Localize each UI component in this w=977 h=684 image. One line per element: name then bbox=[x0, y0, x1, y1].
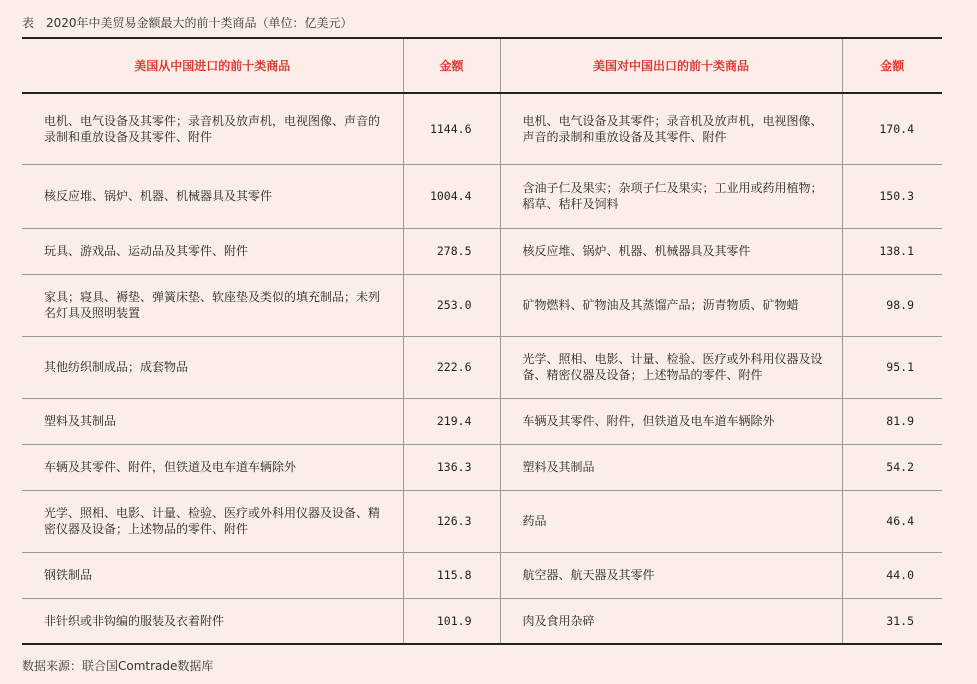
table-row bbox=[22, 552, 942, 598]
import-value-cell: 222.6 bbox=[403, 336, 500, 398]
export-value-cell: 150.3 bbox=[842, 164, 942, 228]
export-value-cell: 46.4 bbox=[842, 490, 942, 552]
caption-prefix: 表 bbox=[22, 16, 35, 30]
import-item-cell: 其他纺织制成品；成套物品 bbox=[22, 336, 403, 398]
export-value-cell: 44.0 bbox=[842, 552, 942, 598]
import-value-cell: 1144.6 bbox=[403, 93, 500, 164]
table-row bbox=[22, 93, 942, 164]
import-value-cell: 219.4 bbox=[403, 398, 500, 444]
export-value-cell: 81.9 bbox=[842, 398, 942, 444]
table-row bbox=[22, 274, 942, 336]
table-caption bbox=[22, 14, 353, 31]
caption-title: 2020年中美贸易金额最大的前十类商品（单位：亿美元） bbox=[46, 16, 353, 30]
import-item-cell: 核反应堆、锅炉、机器、机械器具及其零件 bbox=[22, 164, 403, 228]
import-value-cell: 1004.4 bbox=[403, 164, 500, 228]
header-export-amount: 金额 bbox=[842, 38, 942, 93]
table-row bbox=[22, 336, 942, 398]
table-row bbox=[22, 398, 942, 444]
export-value-cell: 98.9 bbox=[842, 274, 942, 336]
table-row bbox=[22, 444, 942, 490]
import-item-cell: 光学、照相、电影、计量、检验、医疗或外科用仪器及设备、精密仪器及设备；上述物品的零件、附件 bbox=[22, 490, 403, 552]
import-item-cell: 车辆及其零件、附件，但铁道及电车道车辆除外 bbox=[22, 444, 403, 490]
import-item-cell: 塑料及其制品 bbox=[22, 398, 403, 444]
import-item-cell: 玩具、游戏品、运动品及其零件、附件 bbox=[22, 228, 403, 274]
import-item-cell: 非针织或非钩编的服装及衣着附件 bbox=[22, 598, 403, 644]
export-item-cell: 光学、照相、电影、计量、检验、医疗或外科用仪器及设备、精密仪器及设备；上述物品的零件、附件 bbox=[500, 336, 842, 398]
export-value-cell: 138.1 bbox=[842, 228, 942, 274]
export-item-cell: 电机、电气设备及其零件；录音机及放声机，电视图像、声音的录制和重放设备及其零件、附件 bbox=[500, 93, 842, 164]
table-row bbox=[22, 164, 942, 228]
export-value-cell: 54.2 bbox=[842, 444, 942, 490]
export-item-cell: 矿物燃料、矿物油及其蒸馏产品；沥青物质、矿物蜡 bbox=[500, 274, 842, 336]
export-item-cell: 航空器、航天器及其零件 bbox=[500, 552, 842, 598]
trade-table bbox=[22, 37, 942, 645]
import-item-cell: 钢铁制品 bbox=[22, 552, 403, 598]
data-source-note: 数据来源：联合国Comtrade数据库 bbox=[22, 659, 214, 673]
import-value-cell: 126.3 bbox=[403, 490, 500, 552]
export-value-cell: 95.1 bbox=[842, 336, 942, 398]
import-item-cell: 电机、电气设备及其零件；录音机及放声机，电视图像、声音的录制和重放设备及其零件、附件 bbox=[22, 93, 403, 164]
header-row bbox=[22, 38, 942, 93]
table-row bbox=[22, 228, 942, 274]
import-value-cell: 101.9 bbox=[403, 598, 500, 644]
import-value-cell: 253.0 bbox=[403, 274, 500, 336]
import-value-cell: 278.5 bbox=[403, 228, 500, 274]
export-value-cell: 31.5 bbox=[842, 598, 942, 644]
export-value-cell: 170.4 bbox=[842, 93, 942, 164]
header-export-goods: 美国对中国出口的前十类商品 bbox=[500, 38, 842, 93]
header-import-goods: 美国从中国进口的前十类商品 bbox=[22, 38, 403, 93]
export-item-cell: 核反应堆、锅炉、机器、机械器具及其零件 bbox=[500, 228, 842, 274]
export-item-cell: 车辆及其零件、附件，但铁道及电车道车辆除外 bbox=[500, 398, 842, 444]
export-item-cell: 药品 bbox=[500, 490, 842, 552]
table-row bbox=[22, 490, 942, 552]
export-item-cell: 塑料及其制品 bbox=[500, 444, 842, 490]
export-item-cell: 肉及食用杂碎 bbox=[500, 598, 842, 644]
import-item-cell: 家具；寝具、褥垫、弹簧床垫、软座垫及类似的填充制品；未列名灯具及照明装置 bbox=[22, 274, 403, 336]
table-row bbox=[22, 598, 942, 644]
import-value-cell: 115.8 bbox=[403, 552, 500, 598]
export-item-cell: 含油子仁及果实；杂项子仁及果实；工业用或药用植物；稻草、秸秆及饲料 bbox=[500, 164, 842, 228]
import-value-cell: 136.3 bbox=[403, 444, 500, 490]
header-import-amount: 金额 bbox=[403, 38, 500, 93]
